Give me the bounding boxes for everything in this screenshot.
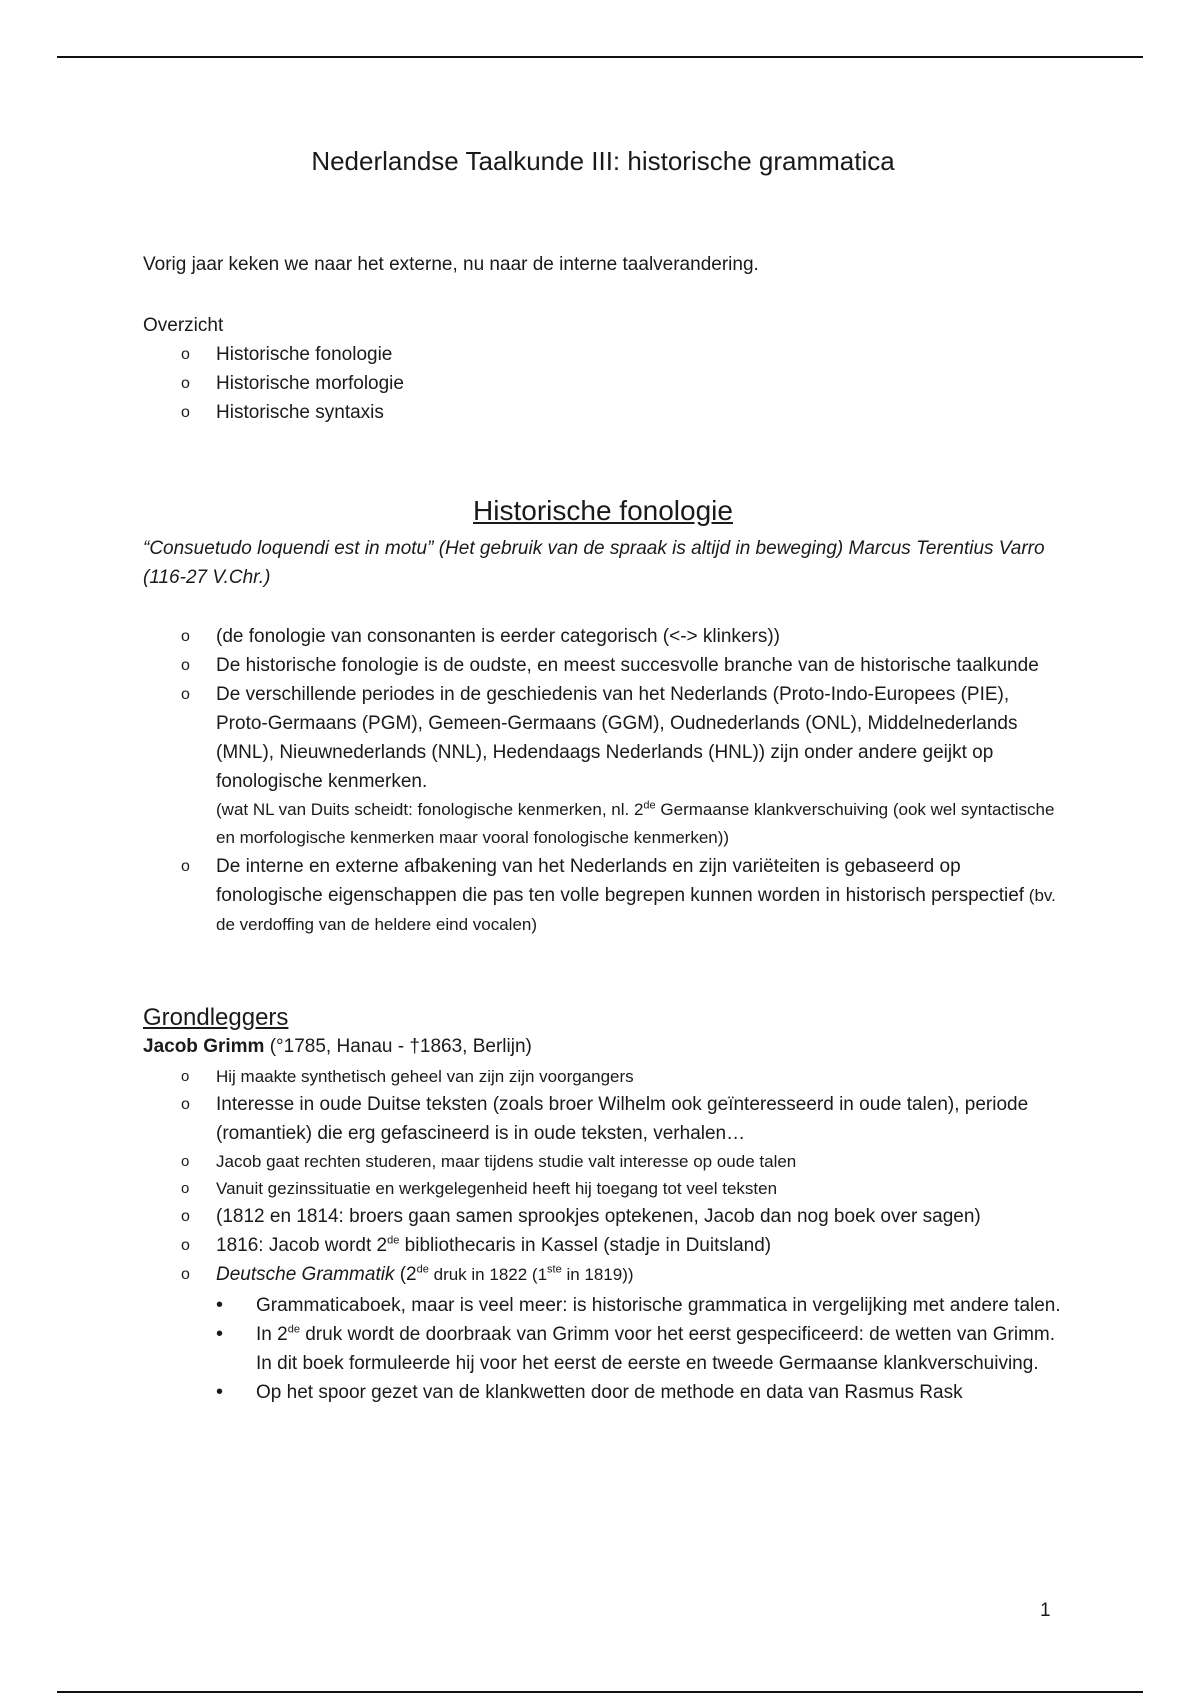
list-item-text-a: (2 bbox=[394, 1264, 417, 1285]
document-title: Nederlandse Taalkunde III: historische grammatica bbox=[311, 146, 895, 176]
list-item bbox=[143, 1231, 1063, 1260]
list-item: o Historische fonologie bbox=[143, 340, 1063, 369]
list-item: o Historische morfologie bbox=[143, 369, 1063, 398]
list-item-text-b: bibliothecaris in Kassel (stadje in Duitsland) bbox=[399, 1235, 772, 1256]
note-sup: de bbox=[643, 799, 656, 812]
intro-text: Vorig jaar keken we naar het externe, nu naar de interne taalverandering. bbox=[143, 254, 759, 275]
sub-item-sup: de bbox=[287, 1323, 300, 1336]
fonologie-list bbox=[143, 622, 1063, 939]
list-item bbox=[143, 1260, 1063, 1407]
overview-list bbox=[143, 340, 1063, 427]
sub-list-item: • Grammaticaboek, maar is veel meer: is historische grammatica in vergelijking met andere talen. bbox=[216, 1291, 1063, 1320]
note-text-a: (wat NL van Duits scheidt: fonologische kenmerken, nl. 2 bbox=[216, 800, 644, 819]
list-item-sup: de bbox=[416, 1263, 429, 1276]
person-dates: (°1785, Hanau - †1863, Berlijn) bbox=[264, 1036, 532, 1057]
varro-quote: “Consuetudo loquendi est in motu” (Het gebruik van de spraak is altijd in beweging) Marcus Terentius Varro (116-27 V.Chr.) bbox=[143, 538, 1045, 588]
book-title: Deutsche Grammatik bbox=[216, 1264, 395, 1285]
list-item: o Hij maakte synthetisch geheel van zijn zijn voorgangers bbox=[143, 1063, 1063, 1090]
page-number: 1 bbox=[1040, 1600, 1051, 1621]
bottom-rule bbox=[57, 1691, 1143, 1693]
list-item-text: De verschillende periodes in de geschiedenis van het Nederlands (Proto-Indo-Europees (PIE), Proto-Germaans (PGM), Gemeen-Germaans (GGM), Oudnederlands (ONL), Middelnederlands (MNL), Nieuwnederlands (NNL), Hedendaags Nederlands (HNL)) zijn onder andere geijkt op fonologische kenmerken. bbox=[216, 684, 1018, 792]
person-name: Jacob Grimm bbox=[143, 1036, 265, 1057]
overview-label: Overzicht bbox=[143, 315, 224, 336]
section-heading-grondleggers: Grondleggers bbox=[143, 1004, 289, 1031]
sub-item-text-a: In 2 bbox=[256, 1324, 288, 1345]
note-text-b: Germaanse klankverschuiving (ook wel syntactische en morfologische kenmerken maar vooral fonologische kenmerken)) bbox=[216, 800, 1055, 847]
list-item: o Jacob gaat rechten studeren, maar tijdens studie valt interesse op oude talen bbox=[143, 1148, 1063, 1175]
section-heading-fonologie: Historische fonologie bbox=[473, 495, 733, 526]
top-rule bbox=[57, 56, 1143, 58]
list-item: o Historische syntaxis bbox=[143, 398, 1063, 427]
list-item-text-a: 1816: Jacob wordt 2 bbox=[216, 1235, 388, 1256]
list-item-sup: de bbox=[387, 1234, 400, 1247]
list-item: o (1812 en 1814: broers gaan samen sprookjes optekenen, Jacob dan nog boek over sagen) bbox=[143, 1202, 1063, 1231]
list-item-text-b: druk in 1822 (1 bbox=[428, 1265, 548, 1284]
list-item: o Vanuit gezinssituatie en werkgelegenheid heeft hij toegang tot veel teksten bbox=[143, 1175, 1063, 1202]
list-item-sup: ste bbox=[547, 1263, 562, 1276]
list-item bbox=[143, 680, 1063, 852]
sub-list-item: • Op het spoor gezet van de klankwetten door de methode en data van Rasmus Rask bbox=[216, 1378, 1063, 1407]
grimm-list bbox=[143, 1063, 1063, 1407]
list-item bbox=[143, 852, 1063, 939]
grammatik-sublist bbox=[216, 1291, 1063, 1407]
list-item-text: De interne en externe afbakening van het Nederlands en zijn variëteiten is gebaseerd op fonologische eigenschappen die pas ten volle begrepen kunnen worden in historisch perspectief bbox=[216, 856, 1025, 906]
list-item-note bbox=[216, 796, 1063, 852]
list-item: o De historische fonologie is de oudste, en meest succesvolle branche van de historische taalkunde bbox=[143, 651, 1063, 680]
sub-item-text-b: druk wordt de doorbraak van Grimm voor het eerst gespecificeerd: de wetten van Grimm. In dit boek formuleerde hij voor het eerst de eerste en tweede Germaanse klankverschuiving. bbox=[256, 1324, 1055, 1374]
list-item-aside: (bv. de verdoffing van de heldere eind vocalen) bbox=[216, 886, 1056, 934]
list-item-text-c: in 1819)) bbox=[561, 1265, 634, 1284]
list-item: o (de fonologie van consonanten is eerder categorisch (<-> klinkers)) bbox=[143, 622, 1063, 651]
person-line bbox=[143, 1036, 532, 1058]
list-item: o Interesse in oude Duitse teksten (zoals broer Wilhelm ook geïnteresseerd in oude talen), periode (romantiek) die erg gefascineerd is in oude teksten, verhalen… bbox=[143, 1090, 1063, 1148]
sub-list-item bbox=[216, 1320, 1063, 1378]
